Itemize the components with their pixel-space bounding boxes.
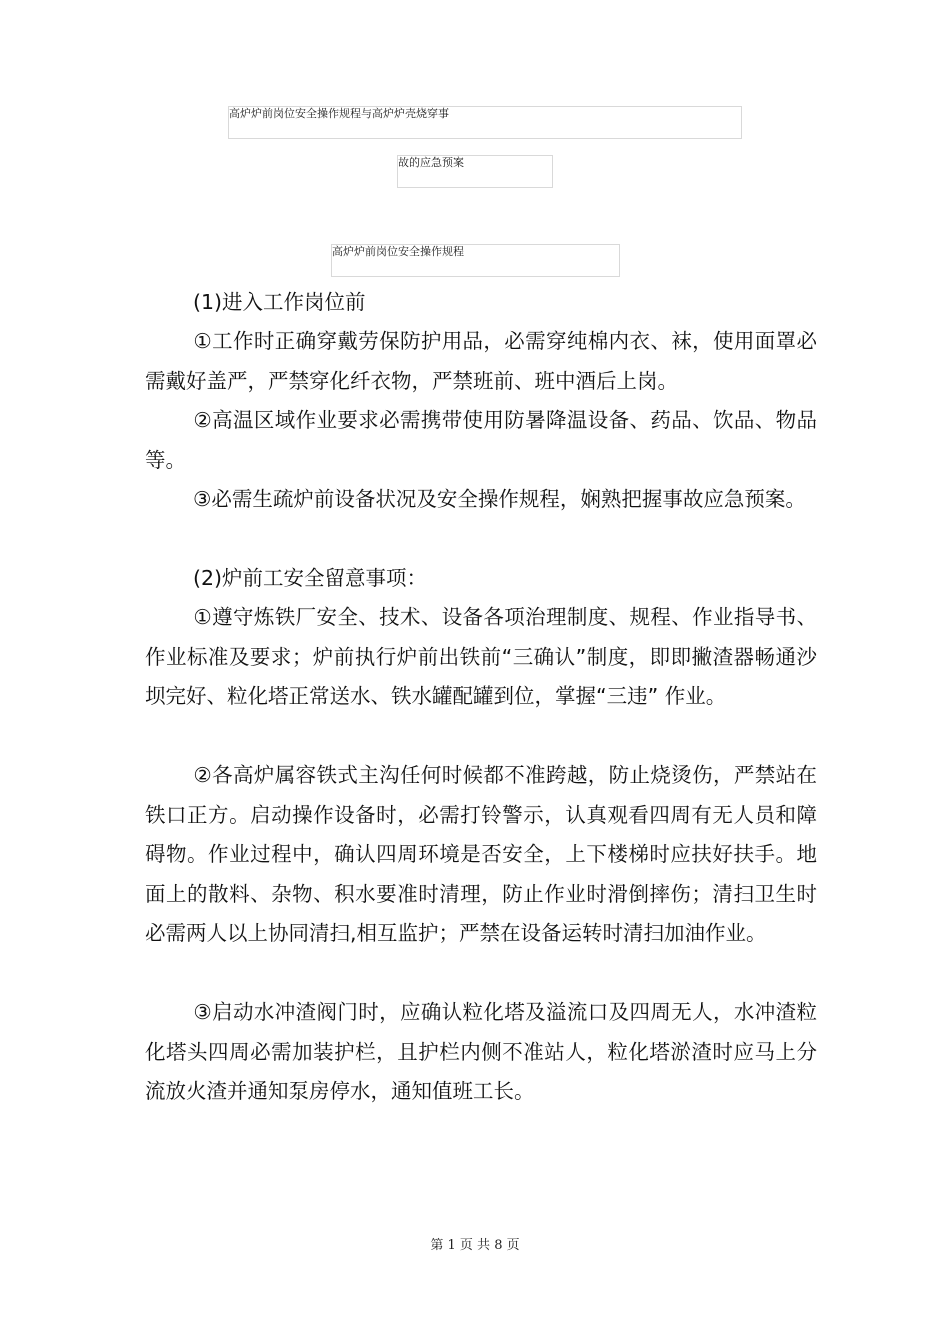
section-heading-2 (145, 559, 817, 599)
paragraph-2-2-text: ②各高炉属容铁式主沟任何时候都不准跨越，防止烧烫伤，严禁站在铁口正方。启动操作设备时，必需打铃警示，认真观看四周有无人员和障碍物。作业过程中，确认四周环境是否安全，上下楼梯时应扶好扶手。地面上的散料、杂物、积水要准时清理，防止作业时滑倒摔伤；清扫卫生时必需两人以上协同清扫,相互监护；严禁在设备运转时清扫加油作业。 (145, 763, 817, 945)
section-heading-1-text: (1)进入工作岗位前 (193, 290, 366, 314)
section-heading-2-text: (2)炉前工安全留意事项： (193, 566, 428, 590)
paragraph-1-1 (145, 322, 817, 401)
paragraph-1-2 (145, 401, 817, 480)
document-subtitle: 高炉炉前岗位安全操作规程 (331, 244, 620, 277)
paragraph-1-2-text: ②高温区域作业要求必需携带使用防暑降温设备、药品、饮品、物品等。 (145, 408, 817, 472)
paragraph-1-3 (145, 480, 817, 520)
paragraph-2-3-text: ③启动水冲渣阀门时，应确认粒化塔及溢流口及四周无人，水冲渣粒化塔头四周必需加装护栏，且护栏内侧不准站人，粒化塔淤渣时应马上分流放火渣并通知泵房停水，通知值班工长。 (145, 1000, 817, 1103)
page-footer: 第 1 页 共 8 页 (430, 1238, 520, 1253)
paragraph-2-3 (145, 993, 817, 1112)
document-title-line-1: 高炉炉前岗位安全操作规程与高炉炉壳烧穿事 (228, 106, 742, 139)
paragraph-1-1-text: ①工作时正确穿戴劳保防护用品，必需穿纯棉内衣、袜，使用面罩必需戴好盖严，严禁穿化纤衣物，严禁班前、班中酒后上岗。 (145, 329, 817, 393)
paragraph-1-3-text: ③必需生疏炉前设备状况及安全操作规程，娴熟把握事故应急预案。 (193, 487, 806, 511)
document-title-line-2: 故的应急预案 (397, 155, 553, 188)
section-heading-1 (145, 283, 817, 323)
paragraph-2-1 (145, 598, 817, 717)
paragraph-2-1-text: ①遵守炼铁厂安全、技术、设备各项治理制度、规程、作业指导书、作业标准及要求；炉前执行炉前出铁前“三确认”制度，即即撇渣器畅通沙坝完好、粒化塔正常送水、铁水罐配罐到位，掌握“三违” 作业。 (145, 605, 817, 708)
paragraph-2-2 (145, 756, 817, 954)
